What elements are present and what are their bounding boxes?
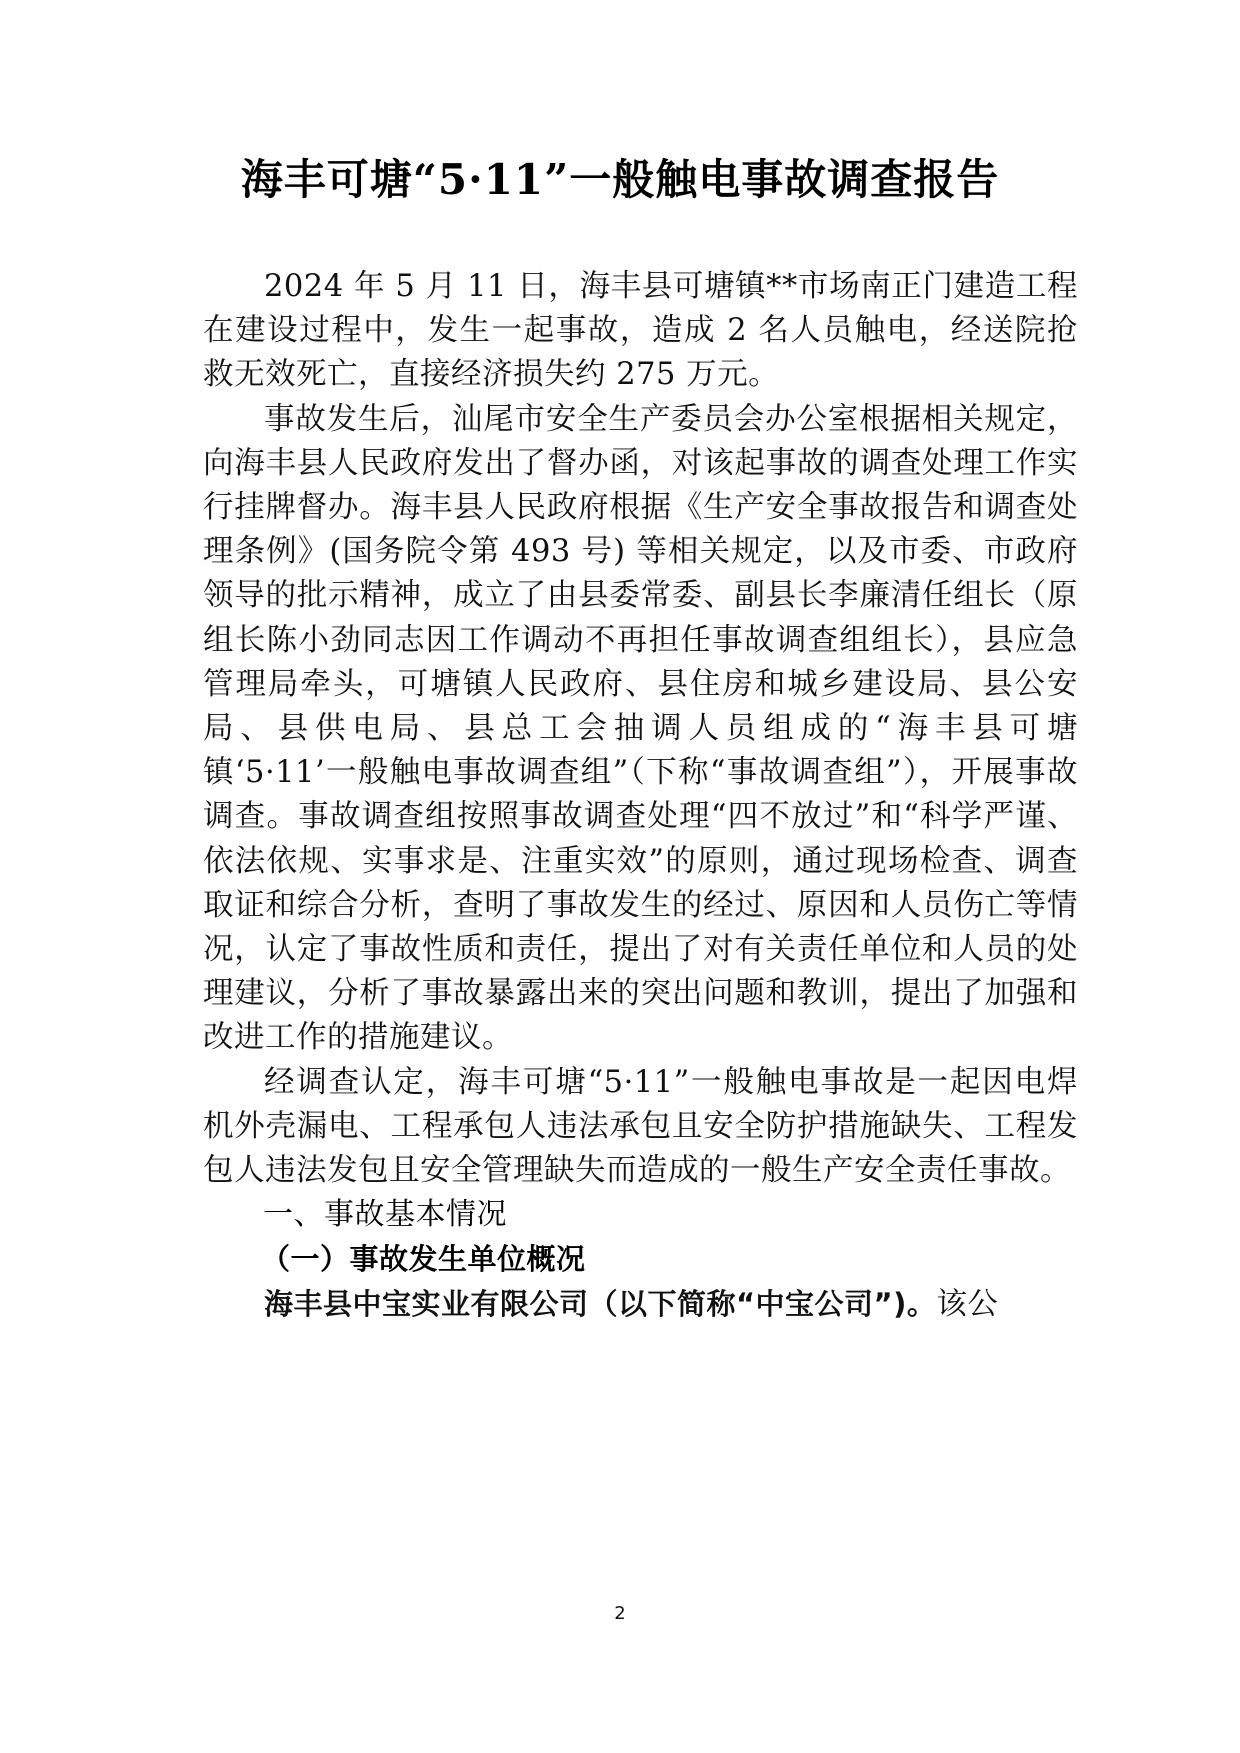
paragraph-investigation-setup: 事故发生后，汕尾市安全生产委员会办公室根据相关规定，向海丰县人民政府发出了督办函，对该起事故的调查处理工作实行挂牌督办。海丰县人民政府根据《生产安全事故报告和调查处理条例》(国务院令第 493 号) 等相关规定，以及市委、市政府领导的批示精神，成立了由县委常委、副县长李廉清任组长（原组长陈小劲同志因工作调动不再担任事故调查组组长），县应急管理局牵头，可塘镇人民政府、县住房和城乡建设局、县公安局、县供电局、县总工会抽调人员组成的“海丰县可塘镇‘5·11’一般触电事故调查组”（下称“事故调查组”），开展事故调查。事故调查组按照事故调查处理“四不放过”和“科学严谨、依法依规、实事求是、注重实效”的原则，通过现场检查、调查取证和综合分析，查明了事故发生的经过、原因和人员伤亡等情况，认定了事故性质和责任，提出了对有关责任单位和人员的处理建议，分析了事故暴露出来的突出问题和教训，提出了加强和改进工作的措施建议。	[203, 401, 1078, 1056]
document-title: 海丰可塘“5·11”一般触电事故调查报告	[240, 155, 1000, 204]
company-name-lead: 海丰县中宝实业有限公司（以下简称“中宝公司”)。	[264, 1286, 937, 1321]
subsection-heading: （一）事故发生单位概况	[261, 1242, 586, 1277]
paragraph-company-overview	[203, 1282, 1078, 1327]
page-number: 2	[614, 1603, 626, 1624]
document-body	[203, 265, 1078, 1327]
paragraph-determination: 经调查认定，海丰可塘“5·11”一般触电事故是一起因电焊机外壳漏电、工程承包人违法承包且安全防护措施缺失、工程发包人违法发包且安全管理缺失而造成的一般生产安全责任事故。	[203, 1064, 1078, 1189]
paragraph-accident-summary: 2024 年 5 月 11 日，海丰县可塘镇**市场南正门建造工程在建设过程中，发生一起事故，造成 2 名人员触电，经送院抢救无效死亡，直接经济损失约 275 万元。	[203, 269, 1078, 393]
company-overview-text: 该公	[936, 1286, 999, 1322]
section-heading: 一、事故基本情况	[263, 1197, 507, 1233]
